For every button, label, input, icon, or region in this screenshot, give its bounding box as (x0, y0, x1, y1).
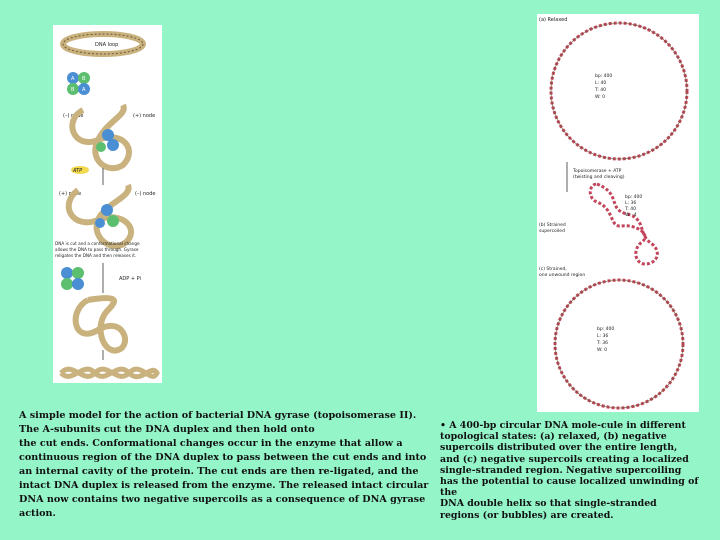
relaxed-stats (594, 73, 614, 100)
caption-line: has the potential to cause localized unwinding of (440, 476, 699, 488)
minus-node-label-1: (–) node (63, 113, 84, 119)
mechanism-text (55, 241, 141, 258)
unwound-dna-circle (555, 280, 683, 408)
stat-line: bp: 400 (595, 74, 613, 79)
caption-line: The A-subunits cut the DNA duplex and then hold onto (19, 424, 315, 435)
label-line: supercoiled (539, 229, 565, 234)
caption-line: regions (or bubbles) are created. (440, 509, 614, 521)
stat-line: T: 36 (597, 341, 608, 346)
mechanism-text-line: DNA is cut and a conformational change (55, 241, 140, 246)
dna-negative-supercoils (61, 369, 157, 377)
topo-line: (twisting and cleaving) (573, 175, 625, 180)
caption-line: intact DNA duplex is released from the enzyme. The released intact circular (19, 480, 429, 491)
gyrase-tetramer-1 (67, 72, 90, 95)
caption-line: A simple model for the action of bacterial DNA gyrase (topoisomerase II). (19, 410, 417, 421)
dna-loop-label: DNA loop (95, 42, 119, 48)
subunit-letter: B (82, 76, 86, 82)
caption-line: an internal cavity of the protein. The cut ends are then re-ligated, and the (19, 466, 419, 477)
stat-line: T: 40 (595, 88, 606, 93)
caption-line: DNA now contains two negative supercoils as a consequence of DNA gyrase (19, 494, 426, 505)
subunit-letter: A (71, 76, 75, 82)
caption-line: single-stranded region. Negative supercoiling (440, 464, 682, 476)
supercoiled-dna (590, 184, 657, 264)
atp-label: ATP (73, 168, 83, 174)
stat-line: L: 36 (625, 201, 637, 206)
subunit-letter: A (82, 87, 86, 93)
gyrase-subunit (96, 142, 106, 152)
stat-line: W: 0 (595, 95, 605, 100)
caption-line: the cut ends. Conformational changes occur in the enzyme that allow a (19, 438, 403, 449)
stat-line: L: 36 (597, 334, 609, 339)
stat-line: W: 0 (597, 348, 607, 353)
minus-node-label-2: (+) node (59, 191, 82, 197)
subunit-a (72, 278, 84, 290)
subunit-b (72, 267, 84, 279)
topo-line: Topoisomerase + ATP (573, 169, 622, 174)
topology-caption (440, 420, 708, 521)
caption-line: action. (19, 508, 56, 519)
caption-line: • A 400-bp circular DNA mole-cule in different (440, 420, 686, 431)
label-line: (b) Strained (539, 223, 566, 228)
relaxed-label: (a) Relaxed (539, 17, 568, 23)
caption-line: supercoils distributed over the entire length, (440, 442, 678, 454)
subunit-a (61, 267, 73, 279)
gyrase-model-figure (53, 25, 162, 383)
gyrase-subunit (95, 218, 105, 228)
subunit-b (61, 278, 73, 290)
caption-line: continuous region of the DNA duplex to pass between the cut ends and into (19, 452, 427, 463)
label-line: (c) Strained, (539, 267, 567, 272)
unwound-stats (596, 326, 616, 353)
subunit-letter: B (71, 87, 75, 93)
caption-line: and (c) negative supercoils creating a localized (440, 453, 689, 465)
mechanism-text-line: religates the DNA and then releases it. (55, 253, 137, 258)
caption-line: topological states: (a) relaxed, (b) negative (440, 431, 667, 443)
stat-line: W: -4 (625, 213, 637, 218)
plus-node-label-1: (+) node (133, 113, 156, 119)
dna-supercoil-released (76, 298, 125, 351)
mechanism-text-line: allows the DNA to pass through. Gyrase (55, 247, 139, 252)
topology-states-figure (537, 14, 699, 412)
gyrase-subunit (101, 204, 113, 216)
adp-label: ADP + Pi (119, 276, 141, 282)
topology-states-diagram (537, 14, 699, 412)
supercoiled-label (539, 222, 567, 234)
stat-line: bp: 400 (597, 327, 615, 332)
gyrase-caption (19, 409, 429, 521)
caption-line: the (440, 487, 458, 499)
dna-figure-eight-1 (72, 105, 129, 168)
stat-line: bp: 400 (625, 195, 643, 200)
gyrase-subunit (107, 215, 119, 227)
stat-line: T: 40 (625, 207, 636, 212)
gyrase-model-diagram (53, 25, 162, 383)
plus-node-label-2: (–) node (135, 191, 156, 197)
gyrase-tetramer-2 (61, 267, 84, 290)
caption-line: DNA double helix so that single-stranded (440, 498, 657, 510)
relaxed-dna-circle (551, 23, 687, 159)
label-line: one unwound region (539, 273, 586, 278)
stat-line: L: 40 (595, 81, 607, 86)
gyrase-subunit (107, 139, 119, 151)
topoisomerase-label (572, 168, 625, 180)
unwound-label (539, 266, 585, 278)
supercoiled-stats (624, 194, 644, 218)
